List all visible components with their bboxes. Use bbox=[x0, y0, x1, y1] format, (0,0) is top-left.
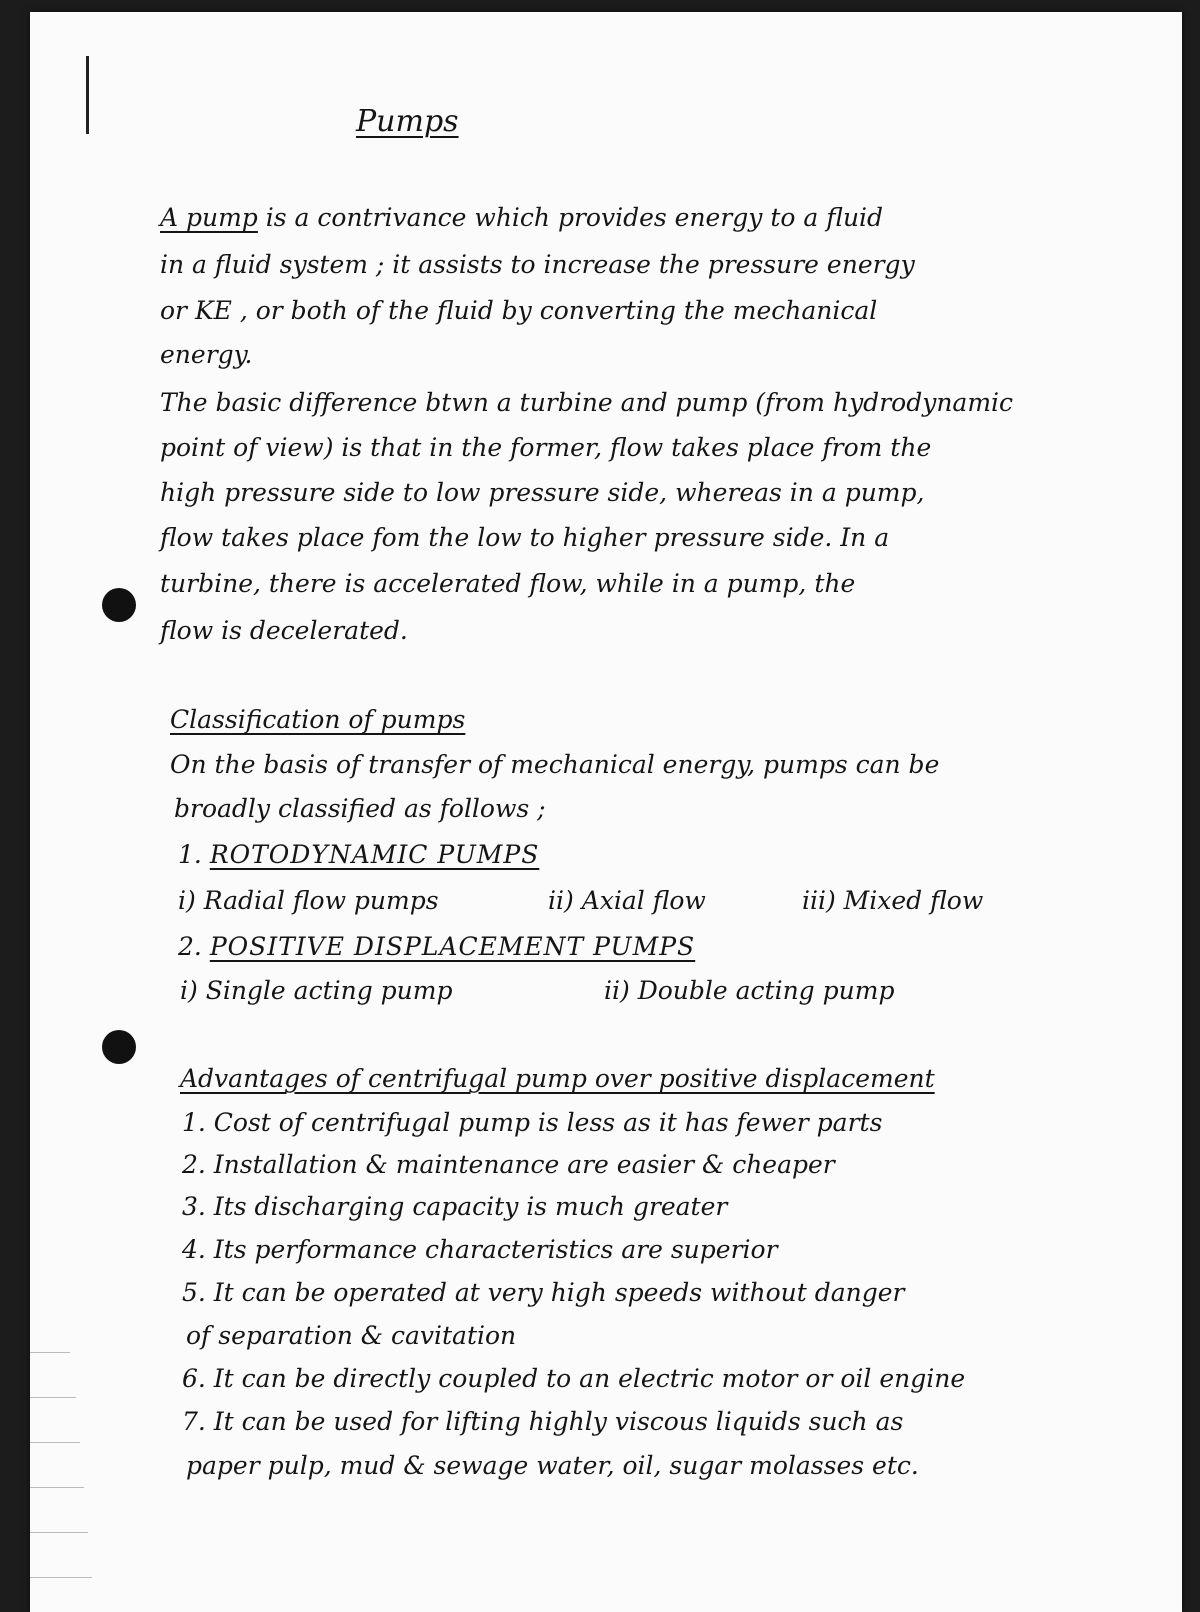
group-number: 1. bbox=[178, 840, 202, 869]
comparison-line: high pressure side to low pressure side, whereas in a pump, bbox=[160, 478, 925, 507]
ruled-line-edge bbox=[30, 1397, 76, 1398]
advantage-item: 4. Its performance characteristics are superior bbox=[182, 1235, 778, 1264]
group-rotodynamic bbox=[178, 842, 539, 867]
definition-line: in a fluid system ; it assists to increase the pressure energy bbox=[160, 250, 915, 279]
comparison-line: turbine, there is accelerated flow, while in a pump, the bbox=[160, 569, 856, 598]
advantage-item: 2. Installation & maintenance are easier & cheaper bbox=[182, 1150, 835, 1179]
rotodynamic-type: ii) Axial flow bbox=[548, 886, 706, 915]
comparison-line: point of view) is that in the former, flow takes place from the bbox=[160, 433, 932, 462]
classification-heading: Classification of pumps bbox=[170, 705, 466, 734]
comparison-line: flow is decelerated. bbox=[160, 616, 408, 645]
comparison-line: The basic difference btwn a turbine and pump (from hydrodynamic bbox=[160, 388, 1014, 417]
margin-mark bbox=[86, 56, 89, 134]
ruled-line-edge bbox=[30, 1352, 70, 1353]
group-name: ROTODYNAMIC PUMPS bbox=[209, 840, 540, 869]
classification-intro-line: broadly classified as follows ; bbox=[174, 794, 546, 823]
punch-hole bbox=[102, 1030, 136, 1064]
advantage-item: 7. It can be used for lifting highly viscous liquids such as bbox=[182, 1407, 904, 1436]
ruled-line-edge bbox=[30, 1442, 80, 1443]
page-title: Pumps bbox=[356, 104, 459, 139]
classification-intro-line: On the basis of transfer of mechanical energy, pumps can be bbox=[170, 750, 940, 779]
ruled-line-edge bbox=[30, 1577, 92, 1578]
group-positive-displacement bbox=[178, 934, 695, 959]
ruled-line-edge bbox=[30, 1487, 84, 1488]
definition-line bbox=[160, 205, 883, 230]
advantage-item: 6. It can be directly coupled to an electric motor or oil engine bbox=[182, 1364, 966, 1393]
advantage-item-continuation: paper pulp, mud & sewage water, oil, sugar molasses etc. bbox=[186, 1451, 919, 1480]
definition-line: energy. bbox=[160, 340, 253, 369]
punch-hole bbox=[102, 588, 136, 622]
advantage-item: 3. Its discharging capacity is much greater bbox=[182, 1192, 728, 1221]
definition-term: A pump bbox=[160, 203, 258, 232]
group-name: POSITIVE DISPLACEMENT PUMPS bbox=[209, 932, 696, 961]
advantage-item-continuation: of separation & cavitation bbox=[186, 1321, 517, 1350]
advantages-heading: Advantages of centrifugal pump over positive displacement bbox=[180, 1064, 935, 1093]
rotodynamic-type: iii) Mixed flow bbox=[802, 886, 984, 915]
comparison-line: flow takes place fom the low to higher pressure side. In a bbox=[160, 523, 890, 552]
notebook-page bbox=[30, 12, 1182, 1612]
positive-displacement-type: i) Single acting pump bbox=[180, 976, 453, 1005]
rotodynamic-type: i) Radial flow pumps bbox=[178, 886, 439, 915]
positive-displacement-type: ii) Double acting pump bbox=[604, 976, 895, 1005]
ruled-line-edge bbox=[30, 1532, 88, 1533]
definition-line: or KE , or both of the fluid by converting the mechanical bbox=[160, 296, 878, 325]
definition-text: is a contrivance which provides energy to a fluid bbox=[257, 203, 884, 232]
advantage-item: 1. Cost of centrifugal pump is less as it has fewer parts bbox=[182, 1108, 883, 1137]
group-number: 2. bbox=[178, 932, 202, 961]
advantage-item: 5. It can be operated at very high speeds without danger bbox=[182, 1278, 905, 1307]
